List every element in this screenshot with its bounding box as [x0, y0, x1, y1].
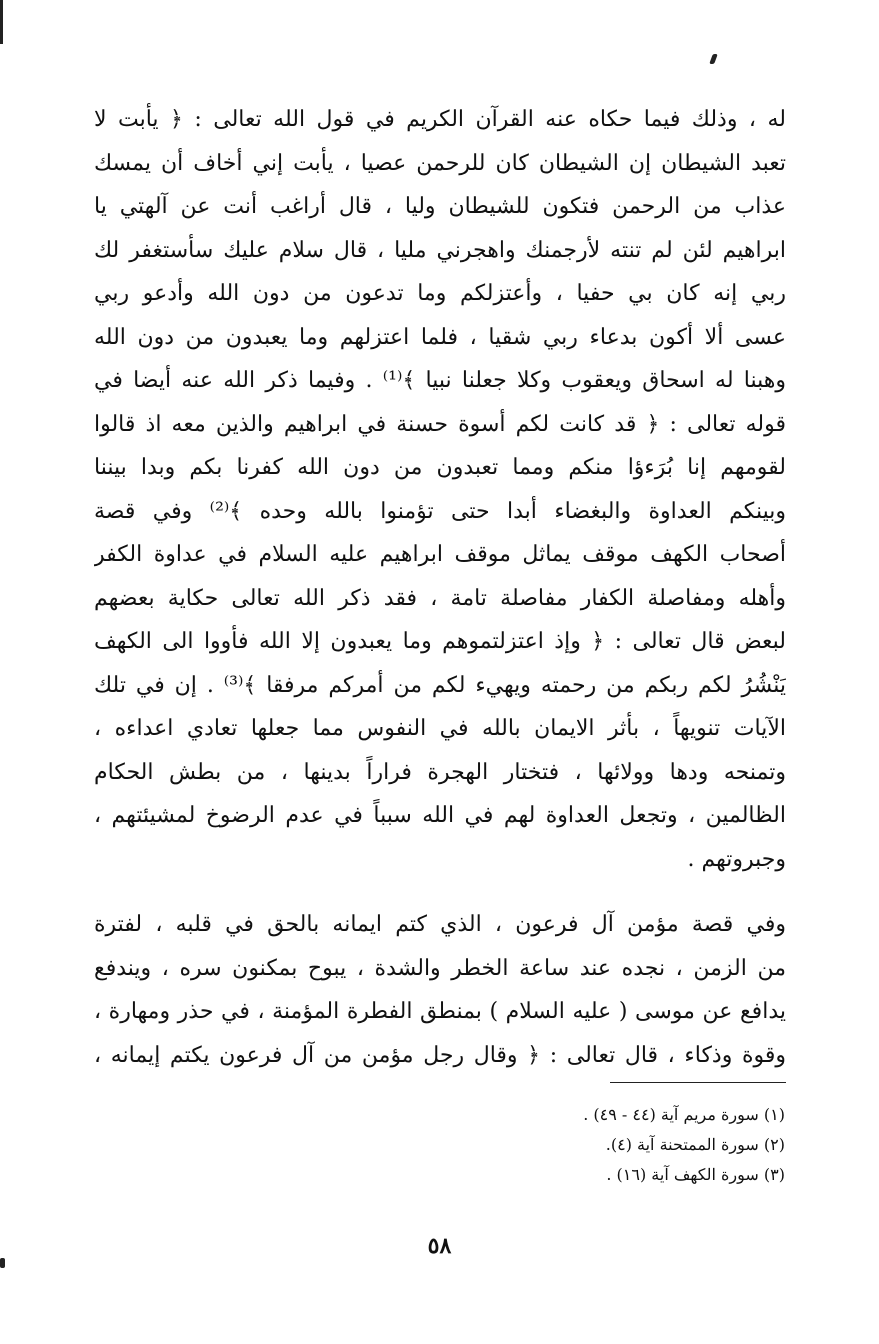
- text-line: عذاب من الرحمن فتكون للشيطان وليا ، قال أراغب أنت عن آلهتي يا: [94, 194, 786, 219]
- corner-ink-mark: [709, 54, 718, 64]
- text-line: لقومهم إنا بُرَءؤا منكم ومما تعبدون من دون الله كفرنا بكم وبدا بيننا: [94, 455, 786, 480]
- text-line: له ، وذلك فيما حكاه عنه القرآن الكريم في قول الله تعالى : ﴿ يأبت لا: [94, 107, 786, 132]
- text-line: وفي قصة مؤمن آل فرعون ، الذي كتم ايمانه بالحق في قلبه ، لفترة: [94, 912, 786, 937]
- text-line: ابراهيم لئن لم تنته لأرجمنك واهجرني مليا ، قال سلام عليك سأستغفر لك: [94, 237, 786, 263]
- text-line: قوله تعالى : ﴿ قد كانت لكم أسوة حسنة في ابراهيم والذين معه اذ قالوا: [94, 411, 786, 437]
- text-line: أصحاب الكهف موقف يماثل موقف ابراهيم عليه السلام في عداوة الكفر: [94, 542, 786, 567]
- text-line: ربي إنه كان بي حفيا ، وأعتزلكم وما تدعون من دون الله وأدعو ربي: [94, 281, 786, 306]
- footnote-separator: [610, 1082, 786, 1083]
- footnote-3: (٣) سورة الكهف آية (١٦) .: [606, 1165, 785, 1184]
- text-line: الظالمين ، وتجعل العداوة لهم في الله سبباً في عدم الرضوخ لمشيئتهم ،: [94, 803, 786, 828]
- text-line: يَنْشُرُ لكم ربكم من رحمته ويهيء لكم من أمركم مرفقا ﴾⁽³⁾ . إن في تلك: [94, 672, 786, 698]
- text-line: وأهله ومفاصلة الكفار مفاصلة تامة ، فقد ذكر الله تعالى حكاية بعضهم: [94, 585, 786, 611]
- text-line: عسى ألا أكون بدعاء ربي شقيا ، فلما اعتزلهم وما يعبدون من دون الله: [94, 324, 786, 350]
- page-number: ٥٨: [427, 1233, 452, 1259]
- main-text: [94, 98, 786, 1077]
- scan-dot-mark: [0, 1258, 5, 1268]
- text-line: وجبروتهم .: [687, 846, 786, 872]
- paragraph-2: [94, 903, 786, 1077]
- text-line: وتمنحه ودها وولائها ، فتختار الهجرة فراراً بدينها ، من بطش الحكام: [94, 759, 786, 785]
- footnote-2: (٢) سورة الممتحنة آية (٤).: [605, 1135, 785, 1154]
- text-line: وقوة وذكاء ، قال تعالى : ﴿ وقال رجل مؤمن من آل فرعون يكتم إيمانه ،: [94, 1042, 786, 1068]
- footnotes: [385, 1100, 785, 1190]
- text-line: تعبد الشيطان إن الشيطان كان للرحمن عصيا ، يأبت إني أخاف أن يمسك: [94, 150, 786, 176]
- text-line: من الزمن ، نجده عند ساعة الخطر والشدة ، يبوح بمكنون سره ، ويندفع: [94, 955, 786, 981]
- scan-edge-mark: [0, 0, 3, 44]
- text-line: الآيات تنويهاً ، بأثر الايمان بالله في النفوس مما جعلها تعادي اعداءه ،: [94, 716, 786, 741]
- text-line: يدافع عن موسى ( عليه السلام ) بمنطق الفطرة المؤمنة ، في حذر ومهارة ،: [94, 999, 786, 1024]
- text-line: لبعض قال تعالى : ﴿ وإذ اعتزلتموهم وما يعبدون إلا الله فأووا الى الكهف: [94, 629, 786, 654]
- text-line: وهبنا له اسحاق ويعقوب وكلا جعلنا نبيا ﴾⁽¹⁾ . وفيما ذكر الله عنه أيضا في: [94, 368, 786, 393]
- text-line: وبينكم العداوة والبغضاء أبدا حتى تؤمنوا بالله وحده ﴾⁽²⁾ وفي قصة: [94, 498, 786, 524]
- footnote-1: (١) سورة مريم آية (٤٤ - ٤٩) .: [583, 1105, 785, 1124]
